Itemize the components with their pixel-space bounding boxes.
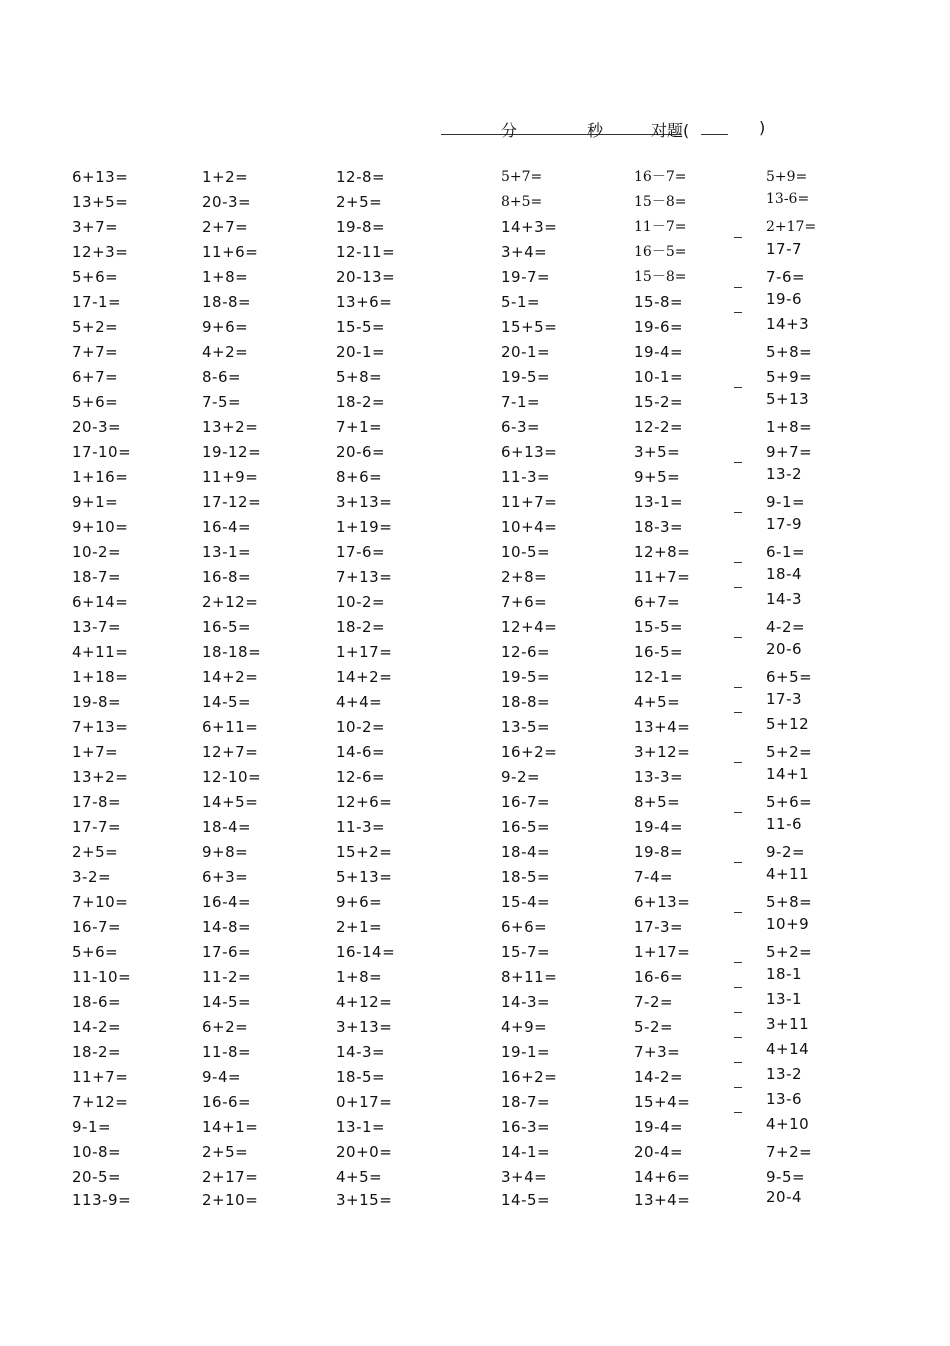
problem-item: 10-1= — [634, 368, 684, 386]
problem-item: 19-4= — [634, 818, 684, 836]
problem-item: 18-18= — [202, 643, 262, 661]
problem-item: 14+3 — [766, 315, 810, 333]
problem-item: 19-4= — [634, 343, 684, 361]
problem-item: 11-3= — [336, 818, 386, 836]
problem-item: 14-6= — [336, 743, 386, 761]
problem-item: 16－5= — [634, 244, 687, 260]
problem-item: 20-4 — [766, 1188, 803, 1206]
correct-label: 对题( — [651, 121, 690, 140]
problem-item: 19-12= — [202, 443, 262, 461]
problem-item: 20-1= — [336, 343, 386, 361]
problem-item: 13-6= — [766, 191, 810, 207]
problem-item: 5+2= — [72, 318, 119, 336]
dash-mark — [734, 587, 742, 588]
problem-item: 19-5= — [501, 368, 551, 386]
problem-item: 9-2= — [501, 768, 541, 786]
problem-item: 14-5= — [501, 1191, 551, 1209]
problem-item: 1+16= — [72, 468, 129, 486]
dash-mark — [734, 687, 742, 688]
problem-item: 6-1= — [766, 543, 806, 561]
problem-item: 14-3 — [766, 590, 803, 608]
problem-item: 1+8= — [202, 268, 249, 286]
problem-item: 1+7= — [72, 743, 119, 761]
problem-item: 15+2= — [336, 843, 393, 861]
problem-item: 16-6= — [634, 968, 684, 986]
problem-item: 7+13= — [336, 568, 393, 586]
dash-mark — [734, 1012, 742, 1013]
problem-item: 3+15= — [336, 1191, 393, 1209]
problem-item: 17-10= — [72, 443, 132, 461]
problem-item: 14+5= — [202, 793, 259, 811]
problem-item: 2+12= — [202, 593, 259, 611]
problem-item: 6+3= — [202, 868, 249, 886]
problem-item: 9-2= — [766, 843, 806, 861]
problem-item: 2+5= — [202, 1143, 249, 1161]
dash-mark — [734, 762, 742, 763]
problem-item: 13+5= — [72, 193, 129, 211]
problem-item: 19-8= — [634, 843, 684, 861]
problem-item: 3+13= — [336, 493, 393, 511]
problem-item: 4+9= — [501, 1018, 548, 1036]
problem-item: 1+18= — [72, 668, 129, 686]
problem-item: 6+5= — [766, 668, 813, 686]
problem-item: 6+13= — [634, 893, 691, 911]
problem-item: 20-1= — [501, 343, 551, 361]
problem-item: 11-8= — [202, 1043, 252, 1061]
problem-item: 15-5= — [634, 618, 684, 636]
problem-item: 7-5= — [202, 393, 242, 411]
dash-mark — [734, 1087, 742, 1088]
problem-item: 3+5= — [634, 443, 681, 461]
problem-item: 20-6 — [766, 640, 803, 658]
problem-item: 2+5= — [336, 193, 383, 211]
problem-item: 11-6 — [766, 815, 803, 833]
problem-item: 12+4= — [501, 618, 558, 636]
problem-item: 15-2= — [634, 393, 684, 411]
problem-item: 13+2= — [72, 768, 129, 786]
score-underline — [701, 134, 728, 135]
problem-item: 9+6= — [336, 893, 383, 911]
problem-item: 18-2= — [336, 618, 386, 636]
problem-item: 11+6= — [202, 243, 259, 261]
problem-item: 20-3= — [72, 418, 122, 436]
problem-item: 4+5= — [336, 1168, 383, 1186]
problem-item: 12+6= — [336, 793, 393, 811]
problem-item: 17-6= — [202, 943, 252, 961]
problem-item: 4+5= — [634, 693, 681, 711]
problem-item: 18-7= — [72, 568, 122, 586]
problem-item: 9-4= — [202, 1068, 242, 1086]
problem-item: 7-2= — [634, 993, 674, 1011]
problem-item: 19-1= — [501, 1043, 551, 1061]
problem-item: 5+2= — [766, 943, 813, 961]
problem-item: 15-4= — [501, 893, 551, 911]
header — [441, 114, 781, 144]
problem-item: 6+14= — [72, 593, 129, 611]
problem-item: 16+2= — [501, 1068, 558, 1086]
problem-item: 2+8= — [501, 568, 548, 586]
problem-item: 16-8= — [202, 568, 252, 586]
problem-item: 10-2= — [336, 718, 386, 736]
problem-item: 16-4= — [202, 518, 252, 536]
problem-item: 20-6= — [336, 443, 386, 461]
problem-item: 4+10 — [766, 1115, 810, 1133]
problem-item: 15-5= — [336, 318, 386, 336]
problem-item: 10+4= — [501, 518, 558, 536]
problem-item: 14-2= — [72, 1018, 122, 1036]
problem-item: 18-8= — [202, 293, 252, 311]
problem-item: 19-8= — [336, 218, 386, 236]
problem-item: 16-7= — [501, 793, 551, 811]
problem-item: 14-2= — [634, 1068, 684, 1086]
problem-item: 11+7= — [72, 1068, 129, 1086]
problem-item: 18-7= — [501, 1093, 551, 1111]
dash-mark — [734, 237, 742, 238]
problem-item: 12-6= — [501, 643, 551, 661]
dash-mark — [734, 862, 742, 863]
problem-item: 7+10= — [72, 893, 129, 911]
problem-item: 20-4= — [634, 1143, 684, 1161]
problem-item: 12-10= — [202, 768, 262, 786]
problem-item: 7+3= — [634, 1043, 681, 1061]
problem-item: 7+7= — [72, 343, 119, 361]
problem-item: 5-1= — [501, 293, 541, 311]
problem-item: 17-3= — [634, 918, 684, 936]
problem-item: 7-6= — [766, 268, 806, 286]
problem-item: 16-5= — [634, 643, 684, 661]
problem-item: 11-3= — [501, 468, 551, 486]
problem-item: 15+4= — [634, 1093, 691, 1111]
dash-mark — [734, 562, 742, 563]
problem-item: 16-3= — [501, 1118, 551, 1136]
problem-item: 13-1= — [634, 493, 684, 511]
problem-item: 15-8= — [634, 293, 684, 311]
problem-item: 1+17= — [336, 643, 393, 661]
problem-item: 18-3= — [634, 518, 684, 536]
problem-item: 12+8= — [634, 543, 691, 561]
problem-item: 6+11= — [202, 718, 259, 736]
problem-item: 13-6 — [766, 1090, 803, 1108]
problem-item: 4+2= — [202, 343, 249, 361]
problem-item: 17-7 — [766, 240, 803, 258]
problem-item: 16-5= — [501, 818, 551, 836]
problem-item: 5+2= — [766, 743, 813, 761]
problem-item: 13-1 — [766, 990, 803, 1008]
problem-item: 12-6= — [336, 768, 386, 786]
problem-item: 20-13= — [336, 268, 396, 286]
problem-item: 14+1 — [766, 765, 810, 783]
problem-item: 12+3= — [72, 243, 129, 261]
problem-item: 18-2= — [72, 1043, 122, 1061]
dash-mark — [734, 712, 742, 713]
problem-item: 3+11 — [766, 1015, 810, 1033]
problem-item: 16-6= — [202, 1093, 252, 1111]
problem-item: 7-1= — [501, 393, 541, 411]
problem-item: 5+7= — [501, 169, 543, 185]
problem-item: 1+2= — [202, 168, 249, 186]
problem-item: 9+8= — [202, 843, 249, 861]
problem-item: 5+9= — [766, 368, 813, 386]
problem-item: 14+3= — [501, 218, 558, 236]
problem-item: 0+17= — [336, 1093, 393, 1111]
problem-item: 18-4 — [766, 565, 803, 583]
problem-item: 14-8= — [202, 918, 252, 936]
problem-item: 17-1= — [72, 293, 122, 311]
problem-item: 4+4= — [336, 693, 383, 711]
problem-item: 6+13= — [501, 443, 558, 461]
problem-item: 3+12= — [634, 743, 691, 761]
problem-item: 19-6 — [766, 290, 803, 308]
problem-item: 12-1= — [634, 668, 684, 686]
problem-item: 2+7= — [202, 218, 249, 236]
problem-item: 19-4= — [634, 1118, 684, 1136]
problem-item: 13-1= — [336, 1118, 386, 1136]
problem-item: 16－7= — [634, 169, 687, 185]
problem-item: 11-10= — [72, 968, 132, 986]
problem-item: 12+7= — [202, 743, 259, 761]
problem-item: 9-1= — [72, 1118, 112, 1136]
problem-item: 14-1= — [501, 1143, 551, 1161]
problem-item: 20+0= — [336, 1143, 393, 1161]
problem-item: 16-5= — [202, 618, 252, 636]
problem-item: 10-8= — [72, 1143, 122, 1161]
problem-item: 5+12 — [766, 715, 810, 733]
problem-item: 10-2= — [336, 593, 386, 611]
problem-item: 4+11 — [766, 865, 810, 883]
problem-item: 18-4= — [501, 843, 551, 861]
problem-item: 18-5= — [336, 1068, 386, 1086]
problem-item: 5+6= — [72, 268, 119, 286]
problem-item: 113-9= — [72, 1191, 132, 1209]
problem-item: 4+14 — [766, 1040, 810, 1058]
problem-item: 5-2= — [634, 1018, 674, 1036]
problem-item: 17-12= — [202, 493, 262, 511]
problem-item: 13+6= — [336, 293, 393, 311]
problem-item: 14+2= — [336, 668, 393, 686]
problem-item: 1+8= — [766, 418, 813, 436]
problem-item: 5+6= — [72, 393, 119, 411]
problem-item: 11+7= — [501, 493, 558, 511]
problem-item: 18-5= — [501, 868, 551, 886]
problem-item: 18-8= — [501, 693, 551, 711]
problem-item: 14-5= — [202, 693, 252, 711]
problem-item: 18-2= — [336, 393, 386, 411]
problem-item: 15+5= — [501, 318, 558, 336]
dash-mark — [734, 1062, 742, 1063]
problem-item: 16-14= — [336, 943, 396, 961]
problem-item: 12-11= — [336, 243, 396, 261]
problem-item: 5+13 — [766, 390, 810, 408]
problem-item: 13+2= — [202, 418, 259, 436]
problem-item: 7+2= — [766, 1143, 813, 1161]
dash-mark — [734, 1112, 742, 1113]
problem-item: 15－8= — [634, 194, 687, 210]
problem-item: 5+6= — [72, 943, 119, 961]
problem-item: 9+1= — [72, 493, 119, 511]
problem-item: 13-2 — [766, 1065, 803, 1083]
problem-item: 13-2 — [766, 465, 803, 483]
problem-item: 13+4= — [634, 1191, 691, 1209]
problem-item: 15－8= — [634, 269, 687, 285]
problem-item: 2+1= — [336, 918, 383, 936]
dash-mark — [734, 812, 742, 813]
dash-mark — [734, 287, 742, 288]
problem-item: 3-2= — [72, 868, 112, 886]
problem-item: 14+2= — [202, 668, 259, 686]
problem-item: 10-2= — [72, 543, 122, 561]
problem-item: 4-2= — [766, 618, 806, 636]
seconds-label: 秒 — [587, 121, 604, 140]
problem-item: 8+6= — [336, 468, 383, 486]
problem-item: 16-7= — [72, 918, 122, 936]
problem-item: 2+17= — [202, 1168, 259, 1186]
problem-item: 1+8= — [336, 968, 383, 986]
problem-item: 14+6= — [634, 1168, 691, 1186]
problem-item: 5+8= — [766, 343, 813, 361]
problem-item: 4+11= — [72, 643, 129, 661]
minutes-label: 分 — [501, 121, 518, 140]
problem-item: 2+5= — [72, 843, 119, 861]
problem-item: 5+9= — [766, 169, 808, 185]
problem-item: 8+11= — [501, 968, 558, 986]
problem-item: 9+6= — [202, 318, 249, 336]
problem-item: 14+1= — [202, 1118, 259, 1136]
problem-item: 5+8= — [766, 893, 813, 911]
problem-item: 5+13= — [336, 868, 393, 886]
dash-mark — [734, 637, 742, 638]
dash-mark — [734, 962, 742, 963]
problem-item: 3+7= — [72, 218, 119, 236]
problem-item: 3+4= — [501, 1168, 548, 1186]
problem-item: 11+9= — [202, 468, 259, 486]
problem-item: 1+19= — [336, 518, 393, 536]
problem-item: 7+12= — [72, 1093, 129, 1111]
problem-item: 2+17= — [766, 219, 817, 235]
problem-item: 3+4= — [501, 243, 548, 261]
dash-mark — [734, 312, 742, 313]
problem-item: 18-1 — [766, 965, 803, 983]
problem-item: 17-9 — [766, 515, 803, 533]
problem-item: 7+1= — [336, 418, 383, 436]
problem-item: 15-7= — [501, 943, 551, 961]
problem-item: 13-5= — [501, 718, 551, 736]
problem-item: 17-7= — [72, 818, 122, 836]
problem-item: 16-4= — [202, 893, 252, 911]
dash-mark — [734, 462, 742, 463]
problem-item: 3+13= — [336, 1018, 393, 1036]
problem-item: 6+7= — [634, 593, 681, 611]
problem-item: 11－7= — [634, 219, 687, 235]
answer-underline — [441, 134, 681, 135]
problem-item: 19-8= — [72, 693, 122, 711]
problem-item: 18-6= — [72, 993, 122, 1011]
problem-item: 8+5= — [501, 194, 543, 210]
problem-item: 12-2= — [634, 418, 684, 436]
problem-item: 1+17= — [634, 943, 691, 961]
problem-item: 6+13= — [72, 168, 129, 186]
problem-item: 9-1= — [766, 493, 806, 511]
problem-item: 17-6= — [336, 543, 386, 561]
problem-item: 9+10= — [72, 518, 129, 536]
problem-item: 19-5= — [501, 668, 551, 686]
problem-item: 13-7= — [72, 618, 122, 636]
problem-item: 9-5= — [766, 1168, 806, 1186]
problem-item: 5+8= — [336, 368, 383, 386]
problem-item: 14-3= — [501, 993, 551, 1011]
problem-item: 5+6= — [766, 793, 813, 811]
problem-item: 16+2= — [501, 743, 558, 761]
problem-item: 17-3 — [766, 690, 803, 708]
dash-mark — [734, 1037, 742, 1038]
problem-item: 10+9 — [766, 915, 810, 933]
problem-item: 20-3= — [202, 193, 252, 211]
problem-item: 4+12= — [336, 993, 393, 1011]
problem-item: 6+2= — [202, 1018, 249, 1036]
dash-mark — [734, 387, 742, 388]
problem-item: 10-5= — [501, 543, 551, 561]
dash-mark — [734, 912, 742, 913]
problem-item: 19-6= — [634, 318, 684, 336]
problem-item: 7+13= — [72, 718, 129, 736]
dash-mark — [734, 987, 742, 988]
problem-item: 13+4= — [634, 718, 691, 736]
problem-item: 7-4= — [634, 868, 674, 886]
problem-item: 6-3= — [501, 418, 541, 436]
problem-item: 2+10= — [202, 1191, 259, 1209]
problem-item: 8-6= — [202, 368, 242, 386]
problem-item: 9+7= — [766, 443, 813, 461]
problem-item: 17-8= — [72, 793, 122, 811]
problem-item: 7+6= — [501, 593, 548, 611]
problem-item: 6+7= — [72, 368, 119, 386]
dash-mark — [734, 512, 742, 513]
problem-item: 13-1= — [202, 543, 252, 561]
problem-item: 11+7= — [634, 568, 691, 586]
problem-item: 19-7= — [501, 268, 551, 286]
problem-item: 11-2= — [202, 968, 252, 986]
problem-item: 20-5= — [72, 1168, 122, 1186]
problem-item: 8+5= — [634, 793, 681, 811]
problem-item: 14-5= — [202, 993, 252, 1011]
problem-item: 12-8= — [336, 168, 386, 186]
problem-item: 14-3= — [336, 1043, 386, 1061]
problem-item: 9+5= — [634, 468, 681, 486]
close-paren: ) — [759, 118, 766, 137]
problem-item: 18-4= — [202, 818, 252, 836]
problem-item: 6+6= — [501, 918, 548, 936]
problem-item: 13-3= — [634, 768, 684, 786]
